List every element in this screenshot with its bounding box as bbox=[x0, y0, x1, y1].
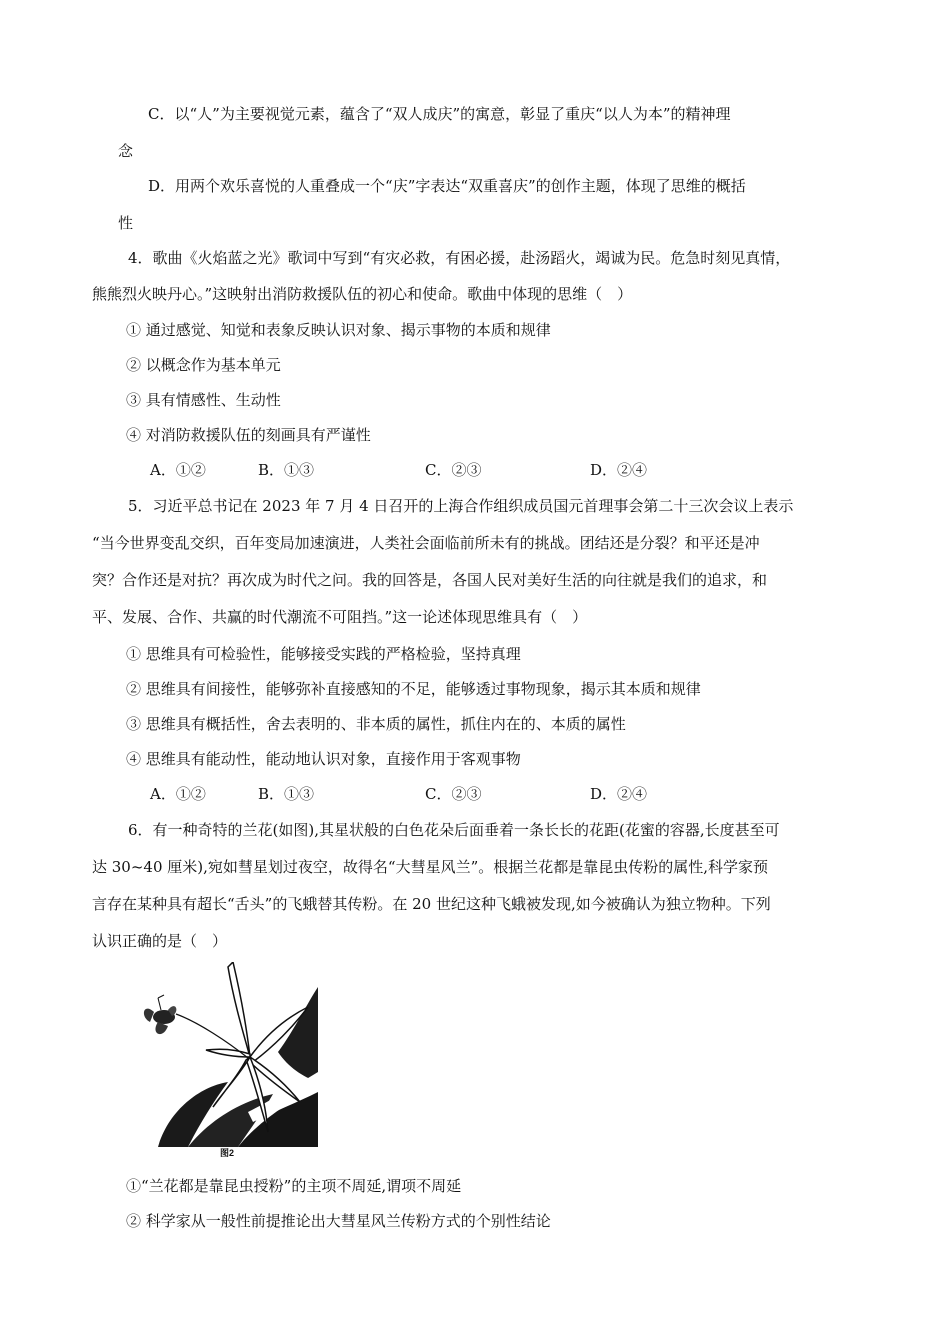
q3-option-d-line1: D．用两个欢乐喜悦的人重叠成一个“庆”字表达“双重喜庆”的创作主题，体现了思维的概括 bbox=[148, 177, 746, 195]
q4-choice-b: B．①③ bbox=[258, 461, 315, 479]
q5-choice-a: A．①② bbox=[150, 785, 206, 803]
q4-item: ④ 对消防救援队伍的刻画具有严谨性 bbox=[126, 426, 371, 444]
q4-item: ③ 具有情感性、生动性 bbox=[126, 391, 281, 409]
q6-item: ② 科学家从一般性前提推论出大彗星风兰传粉方式的个别性结论 bbox=[126, 1212, 551, 1230]
q5-item: ① 思维具有可检验性，能够接受实践的严格检验，坚持真理 bbox=[126, 645, 521, 663]
q6-item: ①“兰花都是靠昆虫授粉”的主项不周延,谓项不周延 bbox=[126, 1177, 462, 1195]
q3-option-c-line2: 念 bbox=[118, 142, 134, 160]
q5-item: ③ 思维具有概括性，舍去表明的、非本质的属性，抓住内在的、本质的属性 bbox=[126, 715, 626, 733]
q5-item: ② 思维具有间接性，能够弥补直接感知的不足，能够透过事物现象，揭示其本质和规律 bbox=[126, 680, 701, 698]
moth-icon bbox=[144, 995, 176, 1034]
q6-stem-line3: 言存在某种具有超长“舌头”的飞蛾替其传粉。在 20 世纪这种飞蛾被发现,如今被确认为独立物种。下列 bbox=[92, 895, 771, 913]
q3-option-c-line1: C．以“人”为主要视觉元素，蕴含了“双人成庆”的寓意，彰显了重庆“以人为本”的精神理 bbox=[148, 105, 731, 123]
q6-stem-line2: 达 30~40 厘米),宛如彗星划过夜空，故得名“大彗星风兰”。根据兰花都是靠昆虫传粉的属性,科学家预 bbox=[92, 858, 769, 876]
q5-stem-line3: 突？合作还是对抗？再次成为时代之问。我的回答是，各国人民对美好生活的向往就是我们的追求，和 bbox=[92, 571, 768, 589]
figure-caption: 图2 bbox=[220, 1148, 235, 1158]
q6-stem-line4: 认识正确的是（ ） bbox=[92, 932, 228, 950]
q4-stem-line2: 熊熊烈火映丹心。”这映射出消防救援队伍的初心和使命。歌曲中体现的思维（ ） bbox=[92, 285, 633, 303]
q4-choice-a: A．①② bbox=[150, 461, 206, 479]
q5-stem-line1: 5．习近平总书记在 2023 年 7 月 4 日召开的上海合作组织成员国元首理事会第二十三次会议上表示 bbox=[128, 497, 794, 515]
orchid-moth-figure bbox=[128, 962, 320, 1158]
q5-choice-b: B．①③ bbox=[258, 785, 315, 803]
q5-choice-d: D．②④ bbox=[590, 785, 648, 803]
q5-stem-line4: 平、发展、合作、共赢的时代潮流不可阻挡。”这一论述体现思维具有（ ） bbox=[92, 608, 588, 626]
q5-stem-line2: “当今世界变乱交织，百年变局加速演进，人类社会面临前所未有的挑战。团结还是分裂？和平还是冲 bbox=[92, 534, 760, 552]
q4-choice-c: C．②③ bbox=[425, 461, 482, 479]
q5-choice-c: C．②③ bbox=[425, 785, 482, 803]
orchid-illustration bbox=[128, 962, 320, 1158]
q3-option-d-line2: 性 bbox=[118, 214, 134, 232]
q4-choice-d: D．②④ bbox=[590, 461, 648, 479]
q5-item: ④ 思维具有能动性，能动地认识对象，直接作用于客观事物 bbox=[126, 750, 521, 768]
q4-stem-line1: 4．歌曲《火焰蓝之光》歌词中写到“有灾必救，有困必援，赴汤蹈火，竭诚为民。危急时刻见真情， bbox=[128, 249, 791, 267]
q4-item: ① 通过感觉、知觉和表象反映认识对象、揭示事物的本质和规律 bbox=[126, 321, 551, 339]
q4-item: ② 以概念作为基本单元 bbox=[126, 356, 281, 374]
q6-stem-line1: 6．有一种奇特的兰花(如图),其星状般的白色花朵后面垂着一条长长的花距(花蜜的容器,长度甚至可 bbox=[128, 821, 780, 839]
